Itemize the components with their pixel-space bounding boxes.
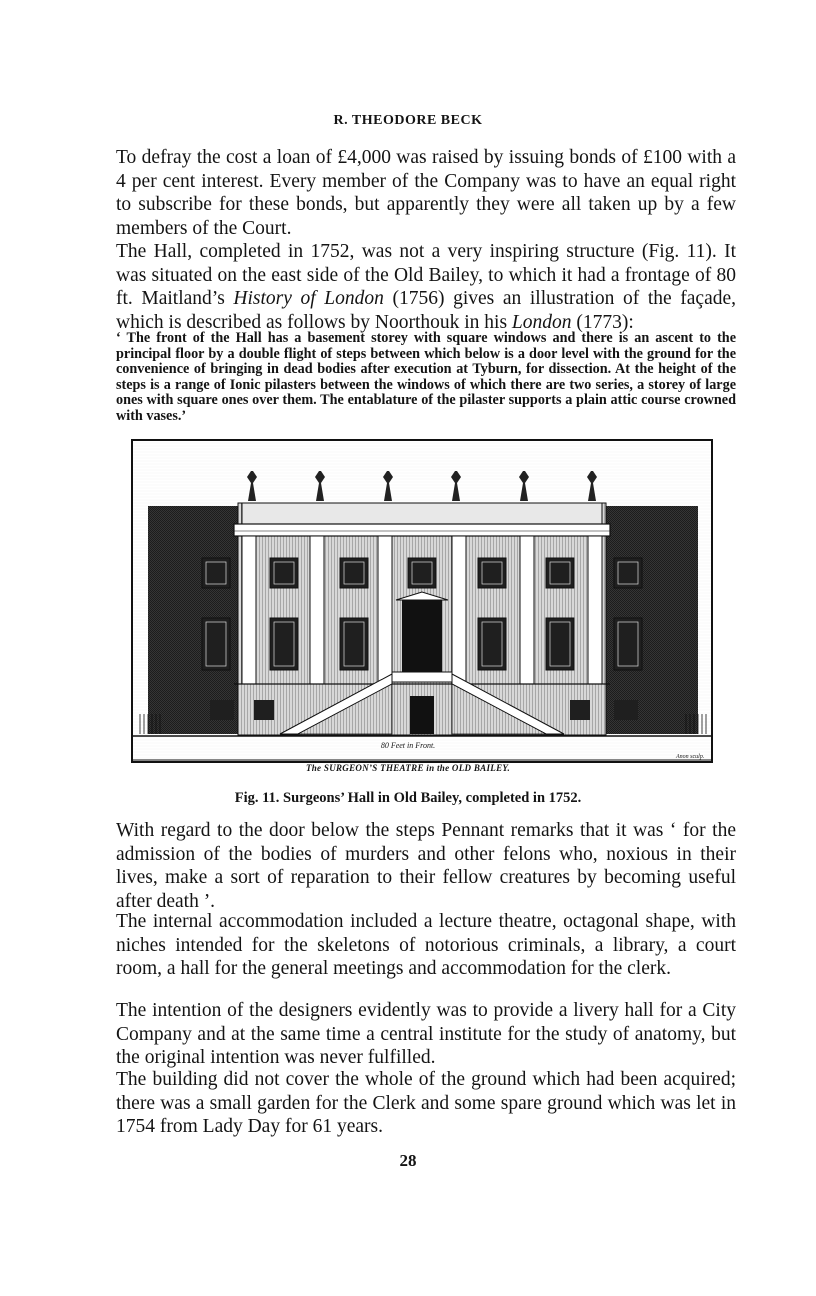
surgeons-hall-engraving — [130, 438, 715, 768]
engraver-credit: Anon sculp. — [676, 754, 705, 760]
paragraph-hall — [116, 240, 736, 334]
page-number: 28 — [399, 1151, 417, 1170]
paragraph-intention: The intention of the designers evidently was to provide a livery hall for a City Company and at the same time a central institute for the study of anatomy, but the original intention was never fulfilled. — [116, 1000, 736, 1068]
noorthouk-quote: ‘ The front of the Hall has a basement storey with square windows and there is an ascent to the principal floor by a double flight of steps between which below is a door level with the ground for the convenience of bringing in dead bodies after execution at Tyburn, for dissection. At the height of the steps is a range of Ionic pilasters between the windows of which there are two series, a storey of large ones with square ones over them. The entablature of the pilaster supports a plain attic course crowned with vases.’ — [116, 330, 736, 424]
book-title-london: London — [511, 311, 572, 333]
paragraph-accommodation: The internal accommodation included a lecture theatre, octagonal shape, with niches intended for the skeletons of notorious criminals, a library, a court room, a hall for the general meetings and accommodation for the clerk. — [116, 911, 736, 979]
scale-label: 80 Feet in Front. — [380, 741, 436, 750]
paragraph-ground: The building did not cover the whole of the ground which had been acquired; there was a small garden for the Clerk and some spare ground which was let in 1754 from Lady Day for 61 years. — [116, 1069, 736, 1137]
running-head: R. THEODORE BECK — [333, 113, 483, 128]
paragraph-hall-start: The Hall, completed in 1752, was not a very inspiring structure (Fig. 11). It was situated on the east side of the Old Bailey, to which it had a frontage of 80 ft. Maitland’s — [116, 241, 736, 309]
paragraph-hall-mid: (1756) gives an illustration of the façade, which is described as follows by Noorthouk in his — [116, 288, 737, 333]
engraving-title: The SURGEON’S THEATRE in the OLD BAILEY. — [305, 763, 511, 773]
figure-caption: Fig. 11. Surgeons’ Hall in Old Bailey, completed in 1752. — [234, 790, 582, 806]
paragraph-pennant: With regard to the door below the steps Pennant remarks that it was ‘ for the admission of the bodies of murders and other felons who, noxious in their lives, make a sort of reparation to their fellow creatures by becoming useful after death ’. — [116, 820, 736, 912]
book-title-history: History of London — [233, 288, 384, 309]
paragraph-loan: To defray the cost a loan of £4,000 was raised by issuing bonds of £100 with a 4 per cent interest. Every member of the Company was to have an equal right to subscribe for these bonds, but apparently they were all taken up by a few members of the Court. — [116, 147, 736, 239]
paragraph-hall-end: (1773): — [571, 311, 634, 333]
